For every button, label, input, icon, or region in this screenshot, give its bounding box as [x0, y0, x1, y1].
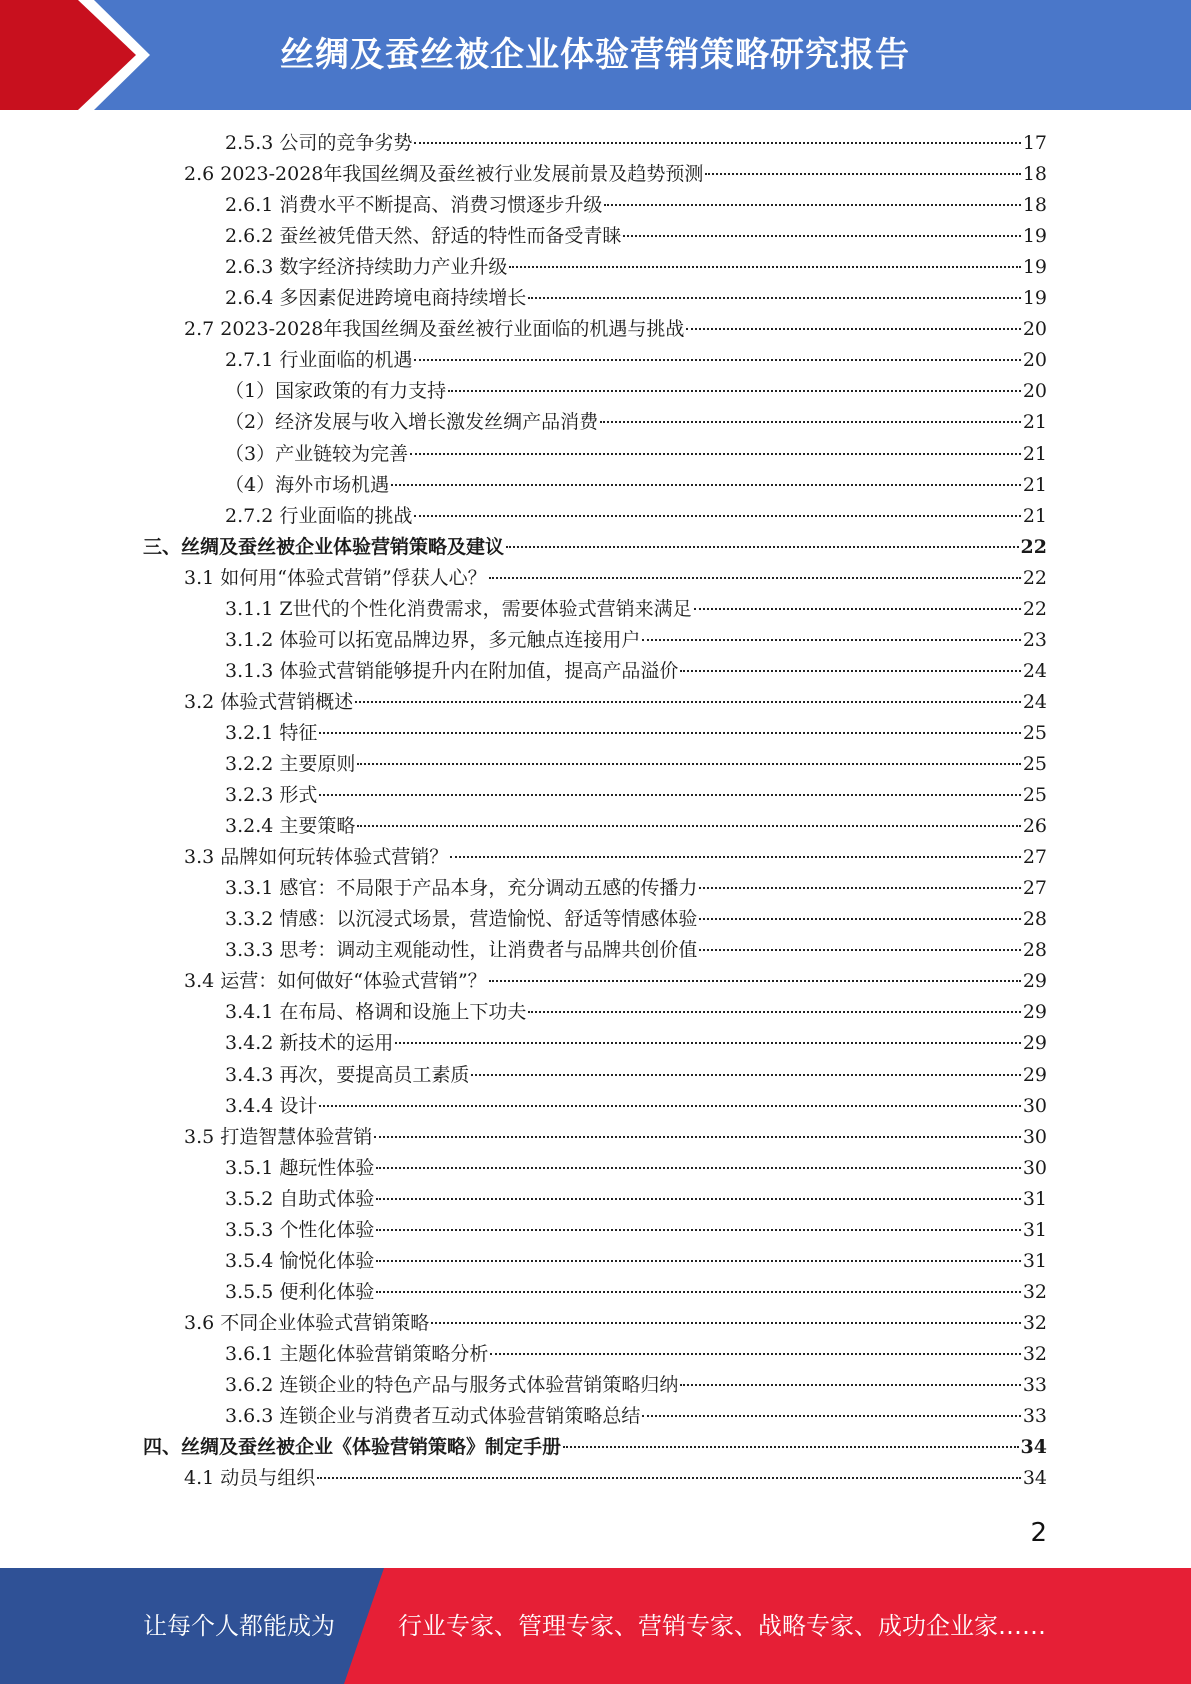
- toc-entry-label: 3.3.2 情感：以沉浸式场景，营造愉悦、舒适等情感体验: [225, 908, 698, 931]
- page-footer: [0, 1568, 1191, 1684]
- toc-entry[interactable]: [184, 687, 1047, 718]
- header-chevron-icon: [0, 0, 136, 110]
- toc-entry-page: 25: [1022, 784, 1047, 807]
- toc-entry-page: 26: [1022, 815, 1047, 838]
- toc-leader-dots: [489, 576, 1021, 579]
- toc-entry[interactable]: [225, 470, 1047, 501]
- toc-leader-dots: [376, 1197, 1020, 1200]
- toc-entry-label: 3.4.3 再次，要提高员工素质: [225, 1063, 470, 1086]
- toc-entry-page: 19: [1022, 256, 1047, 279]
- toc-entry[interactable]: [225, 128, 1047, 159]
- toc-entry[interactable]: [225, 1277, 1047, 1308]
- toc-entry-page: 29: [1022, 970, 1047, 993]
- toc-entry-page: 31: [1022, 1249, 1047, 1272]
- toc-entry-page: 21: [1022, 504, 1047, 527]
- toc-leader-dots: [699, 917, 1020, 920]
- toc-entry-label: 4.1 动员与组织: [184, 1467, 316, 1490]
- toc-leader-dots: [448, 389, 1021, 392]
- toc-leader-dots: [357, 762, 1020, 765]
- toc-leader-dots: [376, 1228, 1020, 1231]
- toc-entry[interactable]: [225, 718, 1047, 749]
- toc-entry[interactable]: [225, 935, 1047, 966]
- toc-entry[interactable]: [225, 221, 1047, 252]
- toc-entry-page: 22: [1022, 597, 1047, 620]
- toc-leader-dots: [699, 886, 1020, 889]
- toc-entry[interactable]: [225, 811, 1047, 842]
- toc-entry[interactable]: [184, 966, 1047, 997]
- toc-entry-page: 31: [1022, 1218, 1047, 1241]
- toc-entry-label: 3.1 如何用“体验式营销”俘获人心？: [184, 566, 487, 589]
- toc-entry-page: 32: [1022, 1311, 1047, 1334]
- toc-entry-label: 3.4.4 设计: [225, 1094, 318, 1117]
- toc-leader-dots: [374, 1135, 1021, 1138]
- toc-leader-dots: [319, 793, 1020, 796]
- toc-entry-page: 33: [1022, 1405, 1047, 1428]
- toc-entry[interactable]: [225, 252, 1047, 283]
- toc-leader-dots: [376, 1290, 1020, 1293]
- toc-entry[interactable]: [225, 625, 1047, 656]
- footer-slogan-right: 行业专家、管理专家、营销专家、战略专家、成功企业家……: [398, 1612, 1046, 1640]
- toc-entry-label: 3.4.1 在布局、格调和设施上下功夫: [225, 1001, 527, 1024]
- toc-entry-label: 3.6.3 连锁企业与消费者互动式体验营销策略总结: [225, 1405, 641, 1428]
- toc-entry-label: 2.7.2 行业面临的挑战: [225, 504, 413, 527]
- toc-entry-page: 33: [1022, 1374, 1047, 1396]
- toc-entry-label: （4）海外市场机遇: [225, 473, 390, 496]
- toc-leader-dots: [414, 141, 1020, 144]
- toc-entry[interactable]: [143, 1432, 1047, 1463]
- toc-leader-dots: [686, 327, 1020, 330]
- toc-entry[interactable]: [225, 1091, 1047, 1122]
- toc-entry-page: 30: [1022, 1156, 1047, 1179]
- toc-entry-label: 3.5.3 个性化体验: [225, 1218, 375, 1241]
- toc-leader-dots: [563, 1445, 1019, 1448]
- toc-entry[interactable]: [225, 439, 1047, 470]
- toc-entry-page: 34: [1022, 1467, 1047, 1490]
- toc-leader-dots: [642, 638, 1020, 641]
- toc-entry-page: 31: [1022, 1187, 1047, 1210]
- toc-entry-page: 29: [1022, 1001, 1047, 1024]
- toc-entry-label: 2.6.4 多因素促进跨境电商持续增长: [225, 287, 527, 310]
- toc-entry-label: 3.5.1 趣玩性体验: [225, 1156, 375, 1179]
- toc-entry-page: 25: [1022, 753, 1047, 775]
- toc-entry-page: 18: [1022, 194, 1047, 217]
- toc-entry-label: 3.2 体验式营销概述: [184, 690, 354, 713]
- toc-entry-page: 21: [1022, 442, 1047, 465]
- toc-leader-dots: [506, 545, 1019, 548]
- toc-entry-page: 21: [1022, 411, 1047, 434]
- toc-entry-page: 29: [1022, 1032, 1047, 1055]
- toc-entry-label: 3.6.1 主题化体验营销策略分析: [225, 1342, 489, 1365]
- toc-entry[interactable]: [143, 532, 1047, 563]
- toc-entry-label: 3.5.2 自助式体验: [225, 1187, 375, 1210]
- toc-leader-dots: [450, 855, 1021, 858]
- toc-entry-page: 32: [1022, 1280, 1047, 1303]
- toc-entry[interactable]: [225, 1401, 1047, 1432]
- toc-entry-page: 20: [1022, 318, 1047, 341]
- toc-entry-label: （3）产业链较为完善: [225, 442, 409, 465]
- toc-entry-label: 3.1.1 Z世代的个性化消费需求，需要体验式营销来满足: [225, 597, 692, 620]
- toc-entry-page: 22: [1020, 535, 1047, 558]
- toc-entry-label: 3.6.2 连锁企业的特色产品与服务式体验营销策略归纳: [225, 1374, 679, 1396]
- toc-entry-page: 28: [1022, 908, 1047, 931]
- toc-entry-page: 19: [1022, 287, 1047, 310]
- toc-entry-label: 2.5.3 公司的竞争劣势: [225, 132, 413, 154]
- toc-entry[interactable]: [225, 749, 1047, 780]
- toc-entry-label: 3.1.2 体验可以拓宽品牌边界，多元触点连接用户: [225, 628, 641, 651]
- toc-entry-page: 22: [1022, 566, 1047, 589]
- toc-entry[interactable]: [184, 1463, 1047, 1494]
- toc-entry-label: 3.5.4 愉悦化体验: [225, 1249, 375, 1272]
- toc-entry[interactable]: [225, 345, 1047, 376]
- toc-entry-label: 3.3.3 思考：调动主观能动性，让消费者与品牌共创价值: [225, 939, 698, 962]
- toc-leader-dots: [317, 1476, 1021, 1479]
- toc-entry-page: 20: [1022, 349, 1047, 372]
- toc-leader-dots: [528, 296, 1020, 299]
- toc-entry-label: （1）国家政策的有力支持: [225, 380, 447, 403]
- toc-entry[interactable]: [184, 563, 1047, 594]
- toc-entry-label: 3.2.4 主要策略: [225, 815, 356, 838]
- toc-entry-label: 3.2.2 主要原则: [225, 753, 356, 775]
- toc-leader-dots: [490, 1352, 1020, 1355]
- toc-entry-label: 2.6.1 消费水平不断提高、消费习惯逐步升级: [225, 194, 603, 217]
- toc-entry[interactable]: [225, 904, 1047, 935]
- toc-leader-dots: [680, 1383, 1020, 1386]
- toc-entry[interactable]: [225, 1028, 1047, 1059]
- toc-entry-page: 34: [1020, 1436, 1047, 1459]
- toc-entry[interactable]: [225, 997, 1047, 1028]
- page-header: [0, 0, 1191, 110]
- toc-entry[interactable]: [225, 376, 1047, 407]
- toc-entry-label: 3.3.1 感官：不局限于产品本身，充分调动五感的传播力: [225, 877, 698, 900]
- toc-entry[interactable]: [184, 1308, 1047, 1339]
- toc-entry-page: 27: [1022, 877, 1047, 900]
- toc-entry[interactable]: [225, 1370, 1047, 1401]
- toc-entry[interactable]: [225, 407, 1047, 438]
- toc-leader-dots: [395, 1041, 1020, 1044]
- toc-entry[interactable]: [225, 873, 1047, 904]
- toc-leader-dots: [357, 824, 1020, 827]
- toc-leader-dots: [391, 483, 1021, 486]
- toc-entry-label: 三、丝绸及蚕丝被企业体验营销策略及建议: [143, 535, 505, 558]
- toc-leader-dots: [319, 731, 1020, 734]
- toc-entry[interactable]: [225, 1060, 1047, 1091]
- toc-leader-dots: [431, 1321, 1021, 1324]
- toc-leader-dots: [410, 452, 1021, 455]
- footer-slogan-left: 让每个人都能成为: [143, 1612, 335, 1640]
- toc-leader-dots: [680, 669, 1020, 672]
- toc-entry-label: 2.7.1 行业面临的机遇: [225, 349, 413, 372]
- toc-entry[interactable]: [184, 314, 1047, 345]
- toc-entry-page: 29: [1022, 1063, 1047, 1086]
- toc-entry-label: 3.4.2 新技术的运用: [225, 1032, 394, 1055]
- toc-entry-page: 23: [1022, 628, 1047, 651]
- toc-entry-page: 27: [1022, 846, 1047, 869]
- report-title: 丝绸及蚕丝被企业体验营销策略研究报告: [280, 35, 910, 75]
- toc-entry-label: 3.5.5 便利化体验: [225, 1280, 375, 1303]
- toc-entry[interactable]: [225, 190, 1047, 221]
- toc-leader-dots: [642, 1414, 1020, 1417]
- toc-entry-page: 28: [1022, 939, 1047, 962]
- toc-leader-dots: [705, 172, 1020, 175]
- toc-leader-dots: [319, 1104, 1020, 1107]
- toc-entry[interactable]: [225, 1215, 1047, 1246]
- toc-entry[interactable]: [225, 594, 1047, 625]
- toc-leader-dots: [699, 948, 1020, 951]
- toc-entry[interactable]: [225, 1184, 1047, 1215]
- toc-entry-page: 24: [1022, 690, 1047, 713]
- toc-entry-page: 30: [1022, 1094, 1047, 1117]
- page-number: 2: [1030, 1518, 1047, 1548]
- toc-leader-dots: [355, 700, 1021, 703]
- toc-leader-dots: [376, 1259, 1020, 1262]
- toc-entry-page: 17: [1022, 132, 1047, 154]
- toc-entry-page: 18: [1022, 163, 1047, 186]
- toc-leader-dots: [471, 1073, 1020, 1076]
- toc-leader-dots: [528, 1010, 1020, 1013]
- toc-leader-dots: [623, 234, 1020, 237]
- toc-entry-label: 2.6.3 数字经济持续助力产业升级: [225, 256, 508, 279]
- toc-entry[interactable]: [225, 1339, 1047, 1370]
- toc-entry-page: 19: [1022, 225, 1047, 248]
- toc-entry[interactable]: [225, 1246, 1047, 1277]
- toc-entry[interactable]: [225, 283, 1047, 314]
- toc-entry-page: 21: [1022, 473, 1047, 496]
- toc-leader-dots: [414, 358, 1020, 361]
- toc-entry[interactable]: [225, 501, 1047, 532]
- toc-entry-page: 25: [1022, 721, 1047, 744]
- toc-leader-dots: [376, 1166, 1020, 1169]
- toc-entry-page: 32: [1022, 1342, 1047, 1365]
- toc-entry-label: 3.2.3 形式: [225, 784, 318, 807]
- toc-leader-dots: [600, 420, 1021, 423]
- toc-leader-dots: [489, 979, 1021, 982]
- toc-entry[interactable]: [225, 1153, 1047, 1184]
- toc-entry-page: 30: [1022, 1125, 1047, 1148]
- toc-entry-page: 20: [1022, 380, 1047, 403]
- toc-leader-dots: [414, 514, 1020, 517]
- toc-entry[interactable]: [225, 780, 1047, 811]
- toc-entry-label: （2）经济发展与收入增长激发丝绸产品消费: [225, 411, 599, 434]
- toc-entry-label: 3.2.1 特征: [225, 721, 318, 744]
- toc-entry-label: 3.6 不同企业体验式营销策略: [184, 1311, 430, 1334]
- toc-entry-page: 24: [1022, 659, 1047, 682]
- toc-entry-label: 2.7 2023-2028年我国丝绸及蚕丝被行业面临的机遇与挑战: [184, 318, 685, 341]
- toc-entry[interactable]: [184, 842, 1047, 873]
- toc-entry-label: 四、丝绸及蚕丝被企业《体验营销策略》制定手册: [143, 1436, 562, 1459]
- toc-entry[interactable]: [184, 159, 1047, 190]
- toc-leader-dots: [509, 265, 1020, 268]
- toc-leader-dots: [694, 607, 1021, 610]
- toc-entry-label: 3.4 运营：如何做好“体验式营销”？: [184, 970, 487, 993]
- toc-entry[interactable]: [184, 1122, 1047, 1153]
- toc-entry-label: 2.6.2 蚕丝被凭借天然、舒适的特性而备受青睐: [225, 225, 622, 248]
- toc-entry[interactable]: [225, 656, 1047, 687]
- toc-entry-label: 3.3 品牌如何玩转体验式营销？: [184, 846, 449, 869]
- toc-entry-label: 2.6 2023-2028年我国丝绸及蚕丝被行业发展前景及趋势预测: [184, 163, 704, 186]
- toc-entry-label: 3.5 打造智慧体验营销: [184, 1125, 373, 1148]
- toc-entry-label: 3.1.3 体验式营销能够提升内在附加值，提高产品溢价: [225, 659, 679, 682]
- toc-leader-dots: [604, 203, 1020, 206]
